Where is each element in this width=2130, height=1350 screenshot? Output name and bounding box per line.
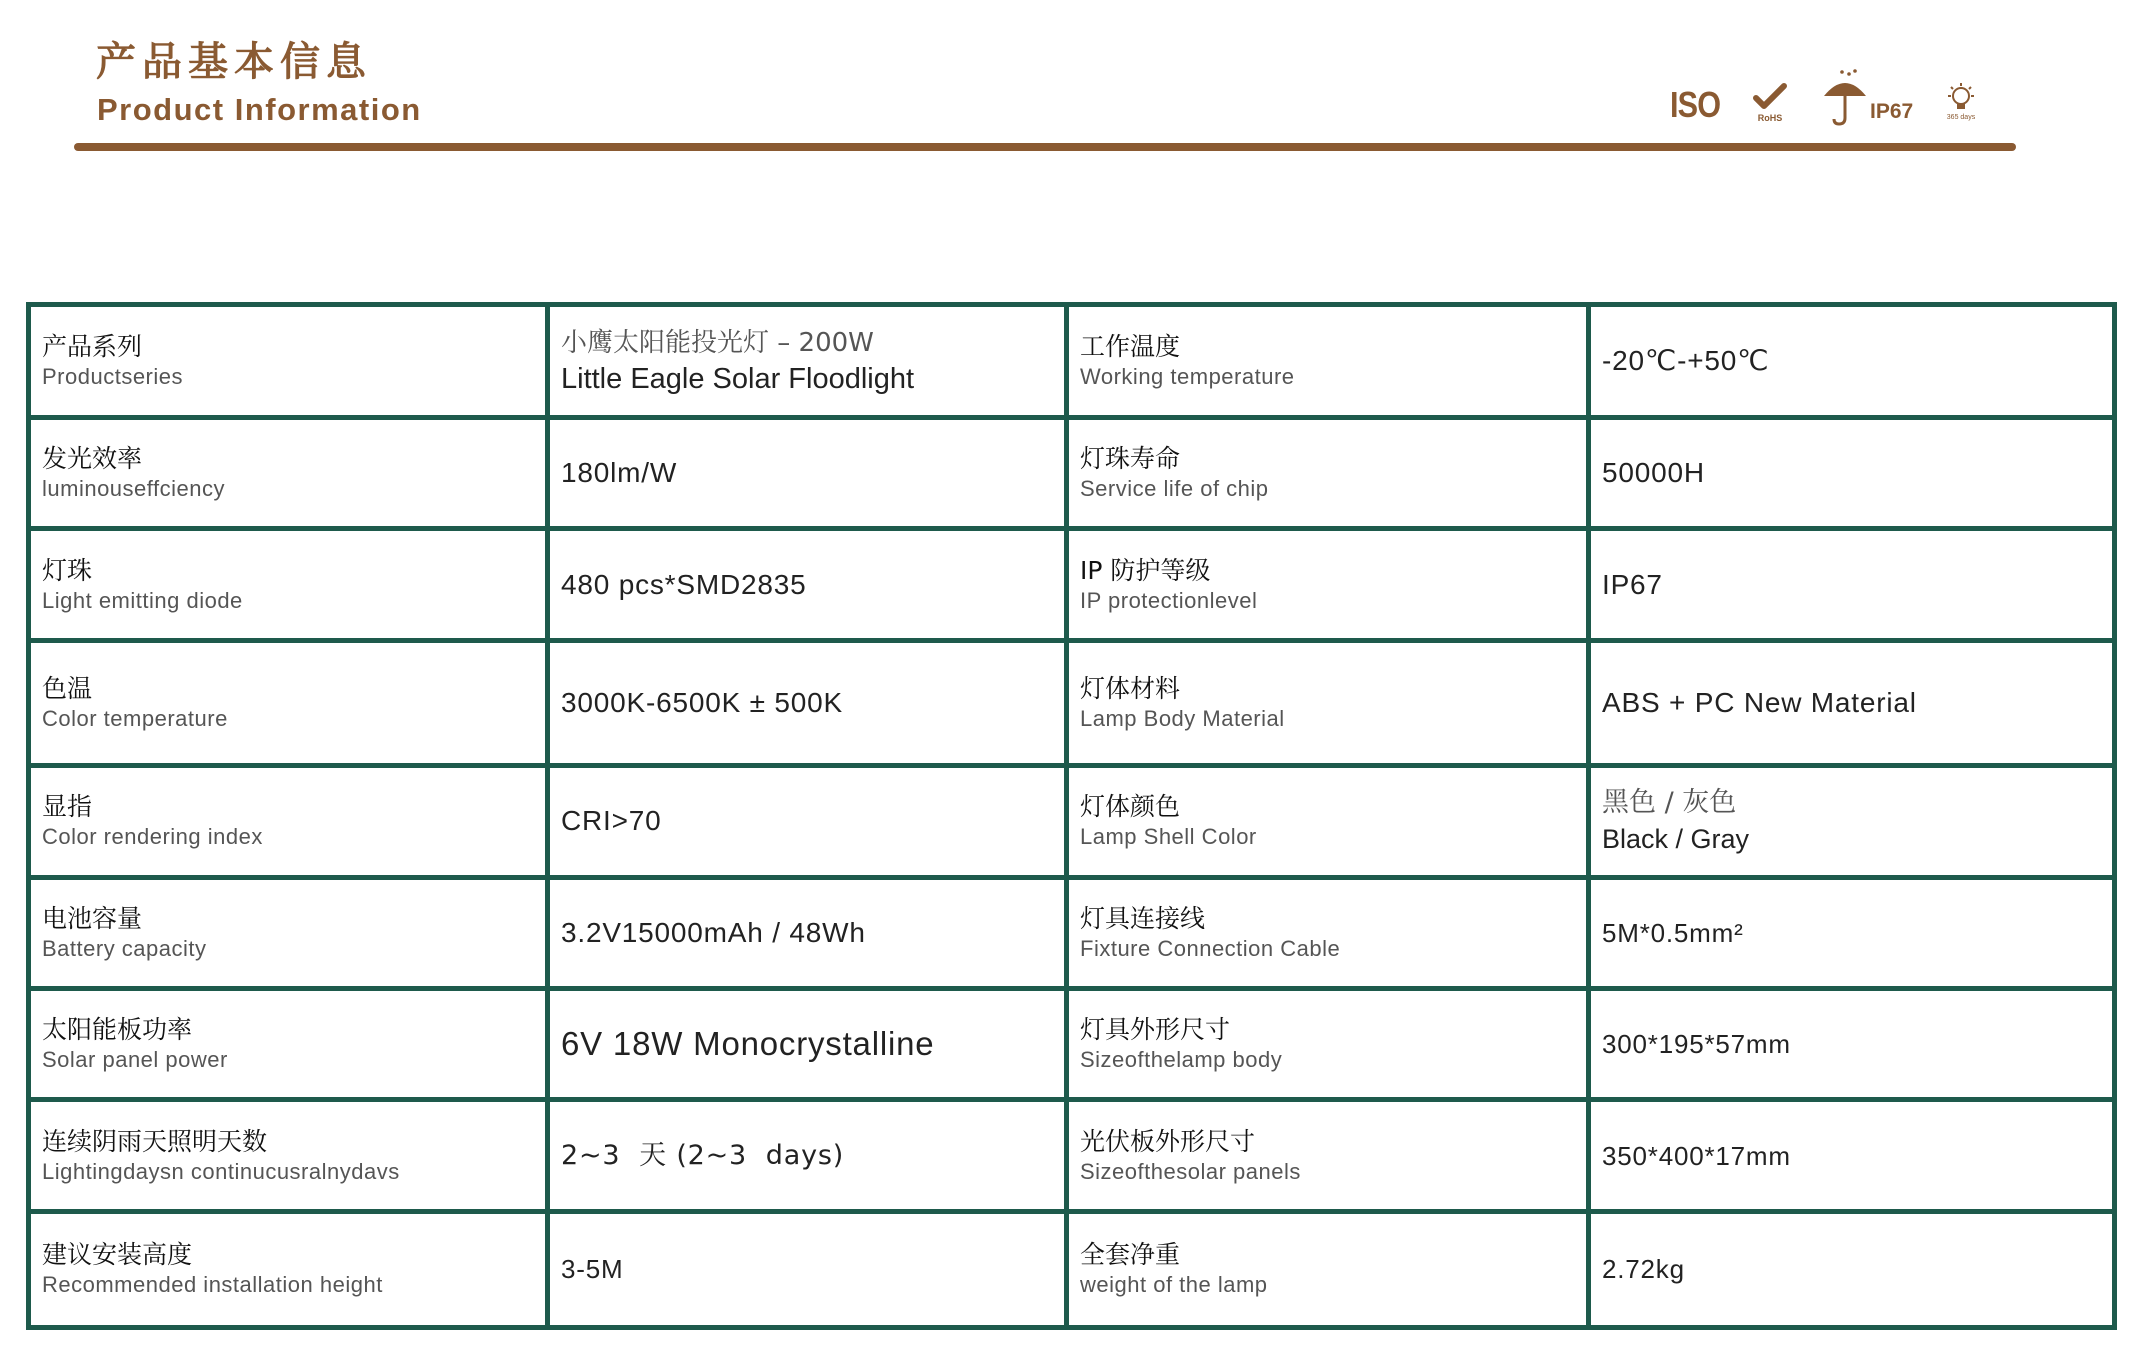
spec-value-cell: 黑色 / 灰色 Black / Gray [1589,765,2115,877]
spec-value-cell: CRI>70 [548,765,1067,877]
spec-label-cell: 建议安装高度 Recommended installation height [29,1211,548,1327]
spec-label-cell: 电池容量 Battery capacity [29,878,548,989]
spec-label-cell: 灯具连接线 Fixture Connection Cable [1067,878,1589,989]
page-header [0,0,2130,160]
table-row [29,418,2115,529]
spec-value-cell: 5M*0.5mm² [1589,878,2115,989]
lightbulb-icon [1944,82,1978,132]
table-row [29,989,2115,1100]
days-label: 365 days [1946,114,1976,121]
spec-label-cell: 色温 Color temperature [29,640,548,765]
spec-value-cell: 350*400*17mm [1589,1100,2115,1211]
spec-value-cell: 3-5M [548,1211,1067,1327]
table-row [29,305,2115,418]
table-row [29,765,2115,877]
spec-value-cell: ABS + PC New Material [1589,640,2115,765]
ip67-label: IP67 [1870,100,1914,123]
umbrella-rain-icon [1820,68,1920,128]
spec-label-cell: 连续阴雨天照明天数 Lightingdaysn continucusralnydavs [29,1100,548,1211]
title-chinese: 产品基本信息 [96,39,372,85]
spec-value-cell: 2.72kg [1589,1211,2115,1327]
spec-value-cell: 50000H [1589,418,2115,529]
spec-label-cell: 产品系列 Productseries [29,305,548,418]
rohs-label: RoHS [1757,113,1783,123]
table-row [29,878,2115,989]
spec-label-cell: 灯珠 Light emitting diode [29,529,548,640]
iso-mark: ISO [1670,84,1721,125]
spec-label-cell: 光伏板外形尺寸 Sizeofthesolar panels [1067,1100,1589,1211]
spec-label-cell: 灯体颜色 Lamp Shell Color [1067,765,1589,877]
spec-label-cell: 发光效率 luminouseffciency [29,418,548,529]
table-row [29,529,2115,640]
product-spec-table [26,302,2117,1330]
spec-value-cell: 3.2V15000mAh / 48Wh [548,878,1067,989]
spec-label-cell: 全套净重 weight of the lamp [1067,1211,1589,1327]
spec-value-cell: 3000K-6500K ± 500K [548,640,1067,765]
table-row [29,640,2115,765]
spec-value-cell: 480 pcs*SMD2835 [548,529,1067,640]
spec-label-cell: 灯具外形尺寸 Sizeofthelamp body [1067,989,1589,1100]
spec-label-cell: 太阳能板功率 Solar panel power [29,989,548,1100]
title-english: Product Information [97,92,422,127]
header-divider [74,143,2016,151]
spec-value-cell: IP67 [1589,529,2115,640]
spec-label-cell: 灯珠寿命 Service life of chip [1067,418,1589,529]
spec-label-cell: 工作温度 Working temperature [1067,305,1589,418]
spec-label-cell: 灯体材料 Lamp Body Material [1067,640,1589,765]
spec-value-cell: 2~3 天 (2~3 days) [548,1100,1067,1211]
spec-value-cell: 300*195*57mm [1589,989,2115,1100]
spec-value-cell: 小鹰太阳能投光灯 – 200W Little Eagle Solar Floodlight [548,305,1067,418]
table-row [29,1211,2115,1327]
spec-label-cell: IP 防护等级 IP protectionlevel [1067,529,1589,640]
rohs-check-icon [1750,82,1790,126]
spec-value-cell: 6V 18W Monocrystalline [548,989,1067,1100]
spec-value-cell: -20℃-+50℃ [1589,305,2115,418]
spec-value-cell: 180lm/W [548,418,1067,529]
spec-label-cell: 显指 Color rendering index [29,765,548,877]
table-row [29,1100,2115,1211]
